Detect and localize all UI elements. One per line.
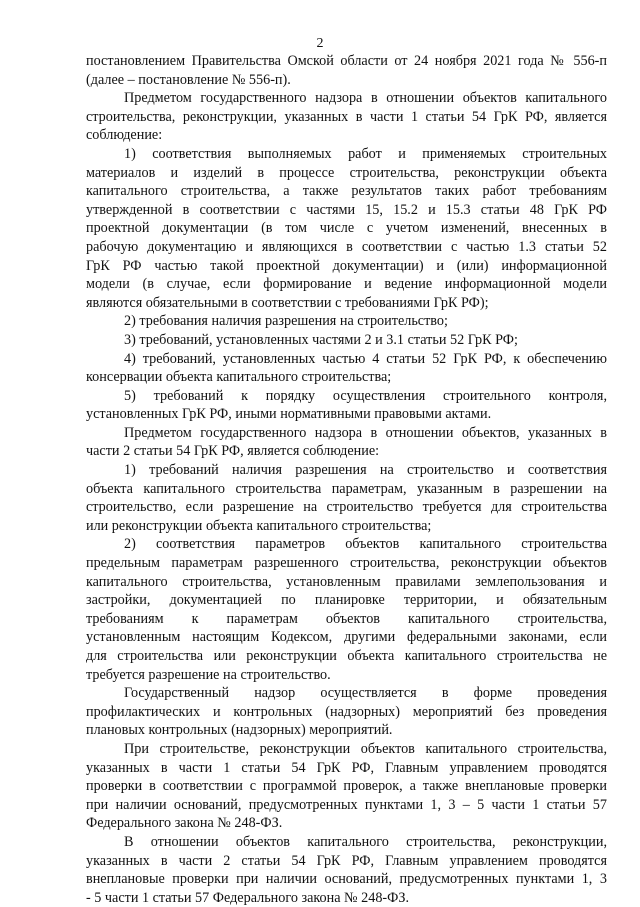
- text-line: рабочую документацию и являющихся в соответствии с частью 1.3 статьи 52: [86, 238, 607, 255]
- text-line: - 5 части 1 статьи 57 Федерального закона № 248-ФЗ.: [86, 889, 410, 906]
- text-line: предельным параметрам разрешенного строительства, реконструкции объектов: [86, 555, 607, 572]
- text-line: 1) соответствия выполняемых работ и применяемых строительных: [124, 145, 607, 162]
- text-line: модели (в случае, если формирование и ведение информационной модели: [86, 276, 607, 293]
- text-line: соблюдение:: [86, 127, 163, 144]
- text-line: объекта капитального строительства параметрам, указанным в разрешении на: [86, 480, 607, 497]
- text-line: или реконструкции объекта капитального строительства;: [86, 517, 432, 534]
- text-line: материалов и изделий в процессе строительства, реконструкции объекта: [86, 164, 607, 181]
- text-line: Предметом государственного надзора в отношении объектов капитального: [124, 90, 607, 107]
- body-text: [86, 52, 607, 907]
- text-line: при наличии оснований, предусмотренных пунктами 1, 3 – 5 части 1 статьи 57: [86, 796, 607, 813]
- text-line: для строительства или реконструкции объекта капитального строительства не: [86, 648, 607, 664]
- text-line: проектной документации (в том числе с учетом изменений, внесенных в: [86, 220, 607, 237]
- text-line: утвержденной в соответствии с частями 15, 15.2 и 15.3 статьи 48 ГрК РФ: [86, 201, 607, 218]
- text-line: 1) требований наличия разрешения на строительство и соответствия: [124, 462, 607, 479]
- text-line: являются обязательными в соответствии с требованиями ГрК РФ);: [86, 294, 489, 311]
- page-number: 2: [316, 36, 324, 51]
- text-line: застройки, документацией по планировке территории, и обязательным: [86, 592, 607, 609]
- text-line: внеплановые проверки при наличии оснований, предусмотренных пунктами 1, 3: [86, 871, 607, 888]
- text-line: указанных в части 1 статьи 54 ГрК РФ, Главным управлением проводятся: [86, 759, 607, 776]
- text-line: части 2 статьи 54 ГрК РФ, является соблюдение:: [86, 443, 380, 460]
- text-line: Государственный надзор осуществляется в форме проведения: [124, 685, 607, 702]
- text-line: постановлением Правительства Омской области от 24 ноября 2021 года № 556-п: [86, 53, 607, 69]
- text-line: ГрК РФ частью такой проектной документации) и (или) информационной: [86, 257, 607, 274]
- text-line: 3) требований, установленных частями 2 и 3.1 статьи 52 ГрК РФ;: [124, 331, 518, 348]
- text-line: строительства, реконструкции, указанных в части 1 статьи 54 ГрК РФ, является: [86, 108, 607, 125]
- text-line: 5) требований к порядку осуществления строительного контроля,: [124, 387, 607, 404]
- text-line: капитального строительства, а также результатов таких работ требованиям: [86, 183, 607, 200]
- text-line: установленным настоящим Кодексом, другими федеральными законами, если: [86, 629, 607, 646]
- text-line: консервации объекта капитального строительства;: [86, 369, 392, 386]
- text-line: При строительстве, реконструкции объектов капитального строительства,: [124, 740, 607, 757]
- text-line: Федерального закона № 248-ФЗ.: [86, 815, 283, 832]
- text-line: (далее – постановление № 556-п).: [86, 71, 291, 88]
- text-line: требуется разрешение на строительство.: [86, 666, 331, 683]
- text-line: Предметом государственного надзора в отношении объектов, указанных в: [124, 424, 607, 441]
- text-line: требованиям к параметрам объектов капитального строительства,: [86, 610, 607, 627]
- text-line: строительство, если разрешение на строительство требуется для строительства: [86, 499, 607, 516]
- text-line: капитального строительства, установленным правилами землепользования и: [86, 573, 607, 590]
- text-line: плановых контрольных (надзорных) мероприятий.: [86, 722, 393, 739]
- text-line: 4) требований, установленных частью 4 статьи 52 ГрК РФ, к обеспечению: [124, 350, 607, 367]
- text-line: 2) требования наличия разрешения на строительство;: [124, 313, 448, 330]
- text-line: установленных ГрК РФ, иными нормативными правовыми актами.: [86, 406, 492, 423]
- text-line: 2) соответствия параметров объектов капитального строительства: [124, 536, 607, 553]
- text-line: указанных в части 2 статьи 54 ГрК РФ, Главным управлением проводятся: [86, 852, 607, 869]
- text-line: В отношении объектов капитального строительства, реконструкции,: [124, 833, 607, 850]
- text-line: профилактических и контрольных (надзорных) мероприятий без проведения: [86, 703, 607, 720]
- text-line: проверки в соответствии с программой проверок, а также внеплановые проверки: [86, 778, 607, 795]
